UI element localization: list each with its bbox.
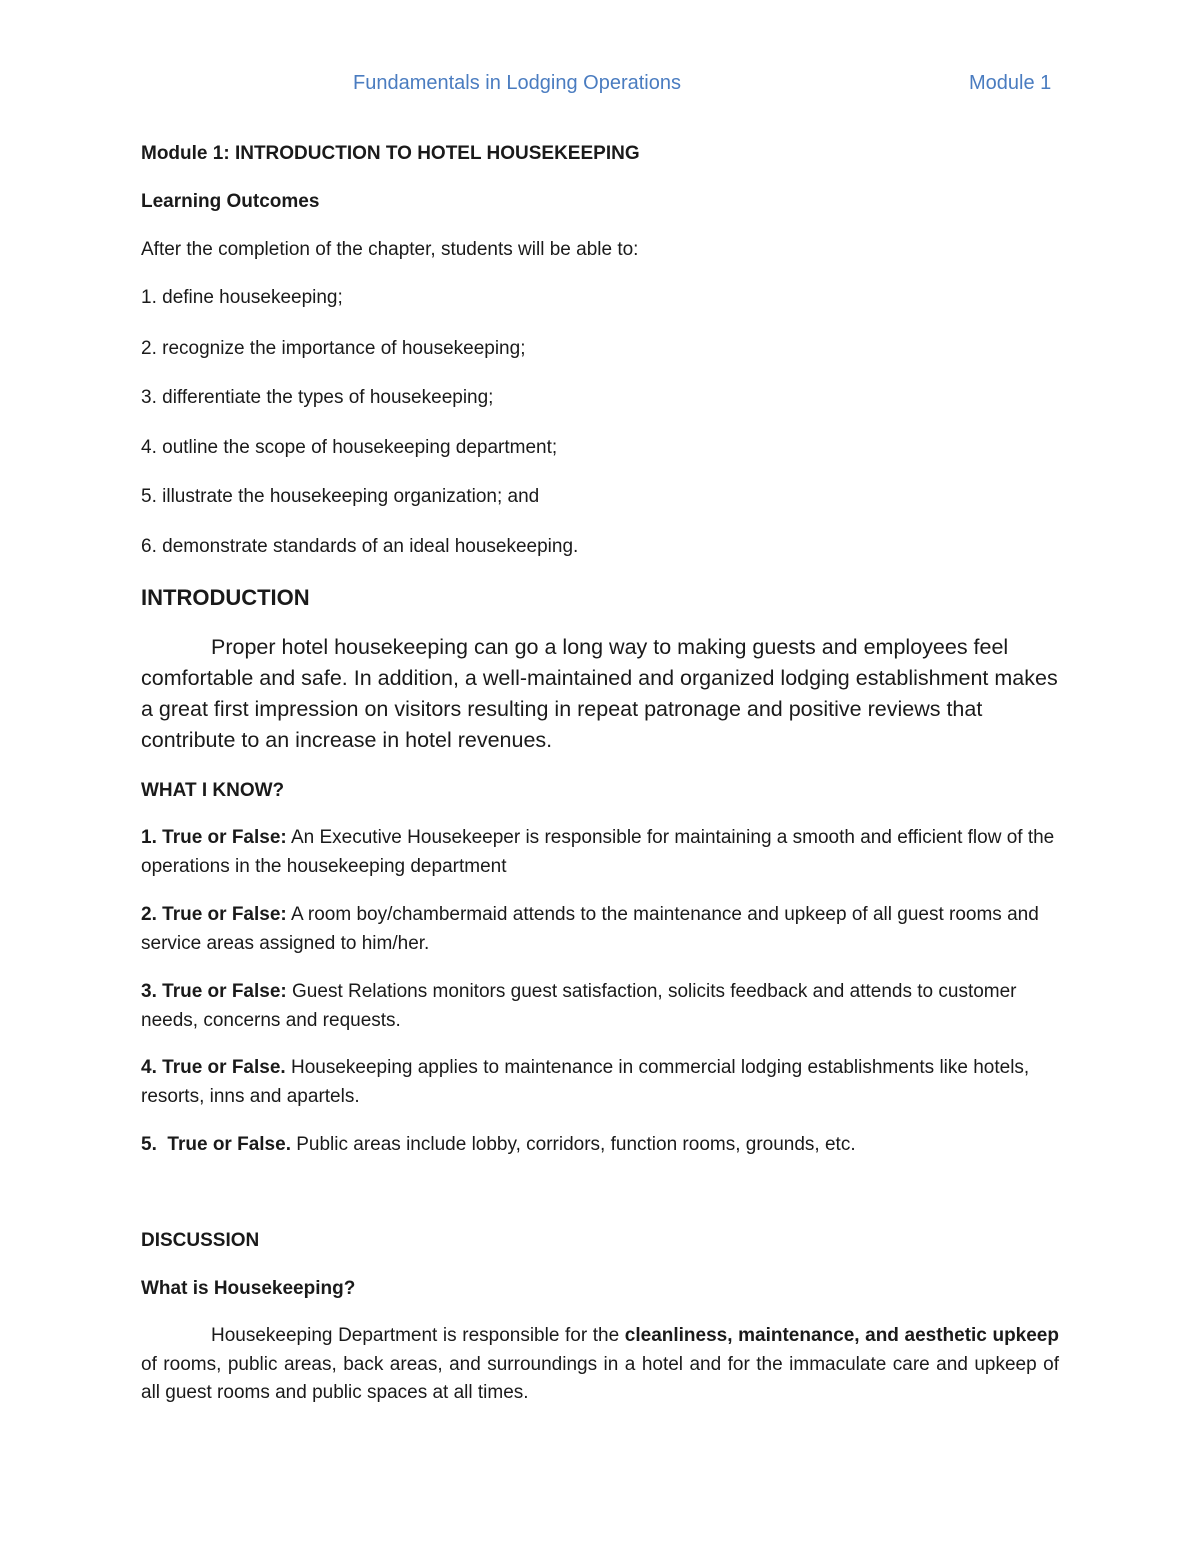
learning-outcomes-heading: Learning Outcomes	[141, 191, 320, 212]
quiz-question	[141, 1131, 1059, 1160]
quiz-question	[141, 824, 1059, 881]
discussion-subheading: What is Housekeeping?	[141, 1278, 356, 1299]
question-label: True or False:	[162, 827, 287, 848]
question-text: A room boy/chambermaid attends to the maintenance and upkeep of all guest rooms and service areas assigned to him/her.	[141, 904, 1039, 954]
question-label: True or False:	[162, 904, 287, 925]
header-course-title: Fundamentals in Lodging Operations	[353, 72, 681, 94]
question-text: An Executive Housekeeper is responsible for maintaining a smooth and efficient flow of the operations in the housekeeping department	[141, 827, 1055, 877]
question-number: 5.	[141, 1134, 157, 1155]
question-label: True or False:	[162, 981, 287, 1002]
discussion-text-bold: cleanliness, maintenance, and aesthetic upkeep	[624, 1325, 1059, 1346]
outcome-item: 1. define housekeeping;	[141, 287, 343, 308]
discussion-text-end: of rooms, public areas, back areas, and surroundings in a hotel and for the immaculate care and upkeep of all guest rooms and public spaces at all times.	[141, 1353, 1059, 1403]
discussion-heading: DISCUSSION	[141, 1230, 260, 1251]
outcome-item: 5. illustrate the housekeeping organization; and	[141, 486, 540, 507]
outcome-item: 6. demonstrate standards of an ideal housekeeping.	[141, 536, 579, 557]
quiz-question	[141, 901, 1059, 958]
discussion-paragraph	[141, 1322, 1059, 1408]
quiz-question	[141, 1054, 1059, 1111]
introduction-heading: INTRODUCTION	[141, 585, 310, 610]
outcome-item: 3. differentiate the types of housekeeping;	[141, 387, 494, 408]
question-number: 3.	[141, 981, 157, 1002]
question-number: 4.	[141, 1057, 157, 1078]
learning-outcomes-intro: After the completion of the chapter, students will be able to:	[141, 239, 639, 260]
introduction-paragraph	[141, 632, 1059, 756]
question-text: Guest Relations monitors guest satisfaction, solicits feedback and attends to customer needs, concerns and requests.	[141, 981, 1017, 1031]
quiz-question	[141, 978, 1059, 1035]
what-i-know-heading: WHAT I KNOW?	[141, 780, 285, 801]
question-text: Public areas include lobby, corridors, function rooms, grounds, etc.	[296, 1134, 856, 1155]
question-label: True or False.	[162, 1057, 286, 1078]
introduction-text: Proper hotel housekeeping can go a long way to making guests and employees feel comfortable and safe. In addition, a well-maintained and organized lodging establishment makes a great first impression on visitors resulting in repeat patronage and positive reviews that contribute to an increase in hotel revenues.	[141, 635, 1058, 752]
module-title: Module 1: INTRODUCTION TO HOTEL HOUSEKEEPING	[141, 143, 640, 164]
header-module-label: Module 1	[969, 72, 1052, 94]
discussion-text-start: Housekeeping Department is responsible for the	[211, 1325, 620, 1346]
question-number: 2.	[141, 904, 157, 925]
question-label: True or False.	[167, 1134, 291, 1155]
outcome-item: 4. outline the scope of housekeeping department;	[141, 437, 558, 458]
question-text: Housekeeping applies to maintenance in commercial lodging establishments like hotels, resorts, inns and apartels.	[141, 1057, 1030, 1107]
question-number: 1.	[141, 827, 157, 848]
outcome-item: 2. recognize the importance of housekeeping;	[141, 338, 526, 359]
